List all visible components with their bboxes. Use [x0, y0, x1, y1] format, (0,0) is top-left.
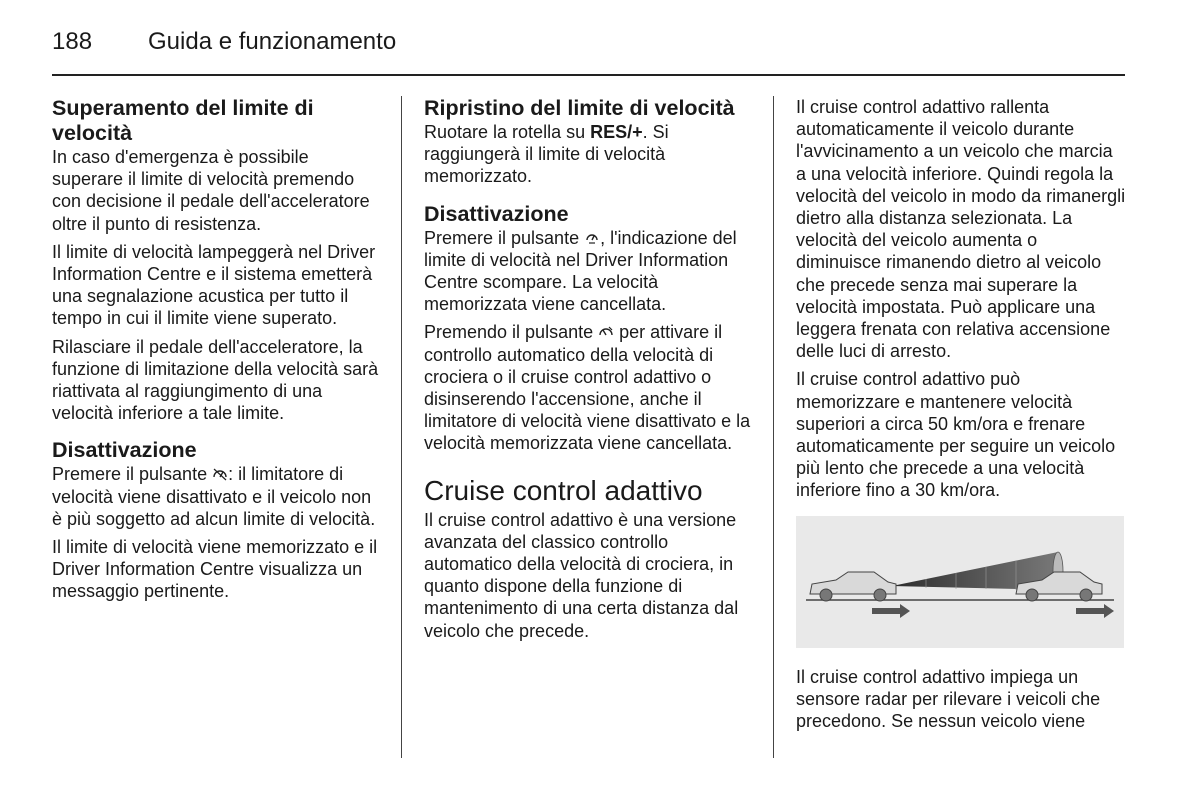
direction-arrow-icon — [1076, 604, 1114, 618]
column-divider-2 — [773, 96, 774, 758]
paragraph: Il limite di velocità viene memorizzato e il Driver Information Centre visualizza un messaggio pertinente. — [52, 537, 378, 602]
header-rule — [52, 74, 1125, 76]
paragraph: Il cruise control adattivo è una versione avanzata del classico controllo automatico della velocità di crociera, in quanto dispone della funzione di mantenimento di una certa distanza dal veicolo che precede. — [424, 509, 739, 641]
paragraph: Premendo il pulsante per attivare il controllo automatico della velocità di crociera o il cruise control adattivo o disinserendo l'accensione, anche il limitatore di velocità viene disattivato e la velocità memorizzata viene cancellata. — [424, 322, 751, 454]
speed-limiter-icon — [584, 230, 600, 246]
paragraph: Il cruise control adattivo rallenta automaticamente il veicolo durante l'avvicinamento a un veicolo che marcia a una velocità inferiore. Quindi regola la velocità del veicolo in modo da rimanergli dietro alla distanza selezionata. La velocità del veicolo aumenta o diminuisce rimanendo dietro al veicolo che precede senza mai superare la velocità impostata. Può applicare una leggera frenata con relativa accensione delle luci di arresto. — [796, 97, 1126, 362]
radar-illustration — [796, 516, 1124, 648]
own-car-icon — [810, 572, 896, 601]
paragraph: Il cruise control adattivo impiega un sensore radar per rilevare i veicoli che precedono. Se nessun veicolo viene — [796, 666, 1101, 732]
heading-deactivation: Disattivazione — [424, 201, 569, 226]
paragraph: In caso d'emergenza è possibile superare il limite di velocità premendo con decisione il pedale dell'acceleratore oltre il punto di resistenza. — [52, 147, 370, 234]
heading-speed-override: Superamento del limite di velocità — [52, 96, 314, 145]
speed-limiter-off-icon — [212, 466, 228, 482]
heading-restore-limit: Ripristino del limite di velocità — [424, 96, 735, 120]
column-2 — [424, 96, 754, 648]
radar-diagram — [796, 516, 1124, 648]
section-title: Guida e funzionamento — [148, 28, 397, 55]
column-divider-1 — [401, 96, 402, 758]
paragraph: Il limite di velocità lampeggerà nel Driver Information Centre e il sistema emetterà una segnalazione acustica per tutto il tempo in cui il limite viene superato. — [52, 241, 376, 329]
direction-arrow-icon — [872, 604, 910, 618]
paragraph: Il cruise control adattivo può memorizzare e mantenere velocità superiori a circa 50 km/ora e frenare automaticamente per seguire un veicolo più lento che precede a una velocità inferiore fino a 30 km/ora. — [796, 369, 1116, 501]
res-plus-label: RES/+ — [590, 122, 643, 142]
heading-adaptive-cruise-control: Cruise control adattivo — [424, 474, 703, 506]
heading-deactivation: Disattivazione — [52, 438, 197, 463]
paragraph: Ruotare la rotella su RES/+. Si raggiungerà il limite di velocità memorizzato. — [424, 122, 669, 187]
column-3 — [796, 96, 1126, 738]
paragraph: Premere il pulsante : il limitatore di velocità viene disattivato e il veicolo non è più soggetto ad alcun limite di velocità. — [52, 464, 376, 529]
column-1 — [52, 96, 382, 609]
paragraph: Premere il pulsante , l'indicazione del limite di velocità nel Driver Information Centre scompare. La velocità memorizzata viene cancellata. — [424, 227, 737, 315]
paragraph: Rilasciare il pedale dell'acceleratore, la funzione di limitazione della velocità sarà riattivata al raggiungimento di una velocità inferiore a tale limite. — [52, 336, 379, 424]
page-number: 188 — [52, 28, 93, 55]
cruise-control-icon — [598, 324, 614, 340]
